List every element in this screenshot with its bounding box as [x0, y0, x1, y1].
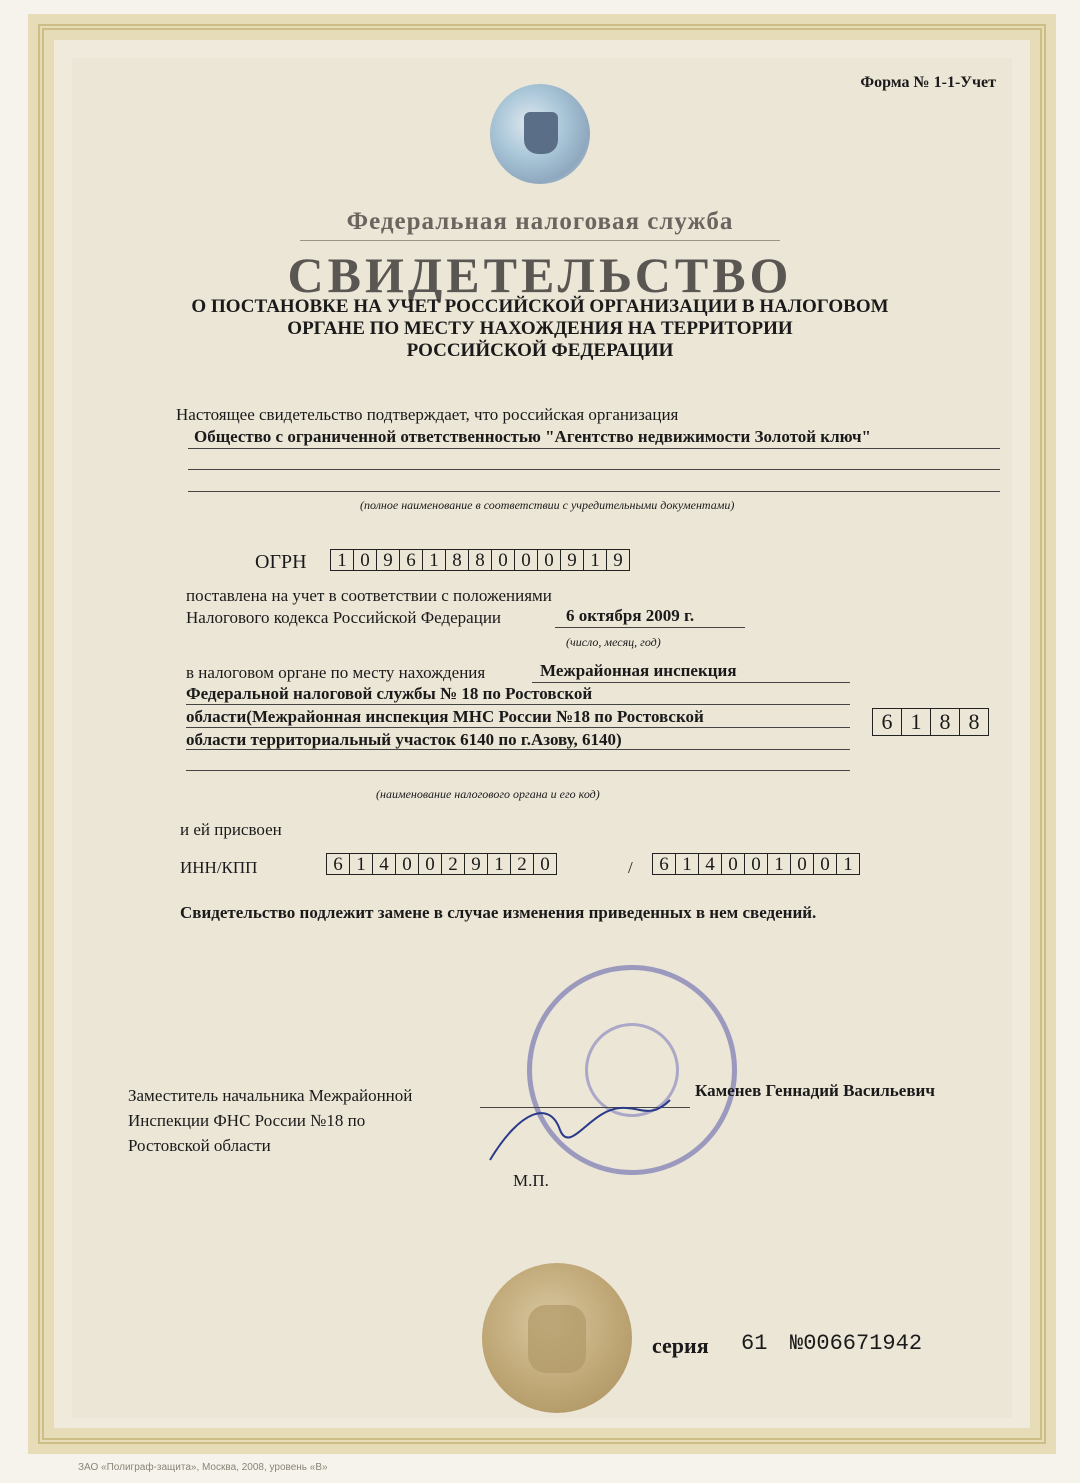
ogrn-digit: 0 [354, 550, 377, 570]
subtitle-line: РОССИЙСКОЙ ФЕДЕРАЦИИ [406, 340, 674, 361]
ogrn-digit: 0 [538, 550, 561, 570]
document-title: СВИДЕТЕЛЬСТВО [287, 247, 793, 303]
inn-boxes [326, 853, 557, 875]
seal-eagle-icon [528, 1305, 586, 1373]
inn-digit: 4 [373, 854, 396, 874]
inn-digit: 9 [465, 854, 488, 874]
registration-text-1: поставлена на учет в соответствии с положениями [186, 586, 552, 605]
ogrn-digit: 9 [613, 550, 623, 571]
authority-line: области(Межрайонная инспекция МНС России №18 по Ростовской [186, 707, 704, 726]
authority-underline [186, 770, 850, 771]
inn-digit: 2 [442, 854, 465, 874]
date-underline [555, 627, 745, 628]
certificate-number: №006671942 [790, 1331, 923, 1356]
official-name: Каменев Геннадий Васильевич [695, 1081, 935, 1100]
series-value: 61 [741, 1331, 768, 1356]
date-note: (число, месяц, год) [566, 635, 661, 649]
authority-label: в налоговом органе по месту нахождения [186, 663, 486, 682]
agency-underline [300, 240, 780, 241]
ogrn-digit: 1 [331, 550, 354, 570]
kpp-digit: 1 [768, 854, 791, 874]
subtitle-line: О ПОСТАНОВКЕ НА УЧЕТ РОССИЙСКОЙ ОРГАНИЗАЦИИ В НАЛОГОВОМ [191, 296, 889, 317]
org-name-note: (полное наименование в соответствии с учредительными документами) [360, 498, 735, 512]
registration-date: 6 октября 2009 г. [566, 606, 695, 625]
authority-code-digit: 8 [931, 709, 960, 735]
replacement-notice: Свидетельство подлежит замене в случае изменения приведенных в нем сведений. [180, 903, 817, 922]
handwritten-signature [480, 1090, 680, 1170]
eagle-emblem-icon [524, 112, 558, 154]
subtitle-line: ОРГАНЕ ПО МЕСТУ НАХОЖДЕНИЯ НА ТЕРРИТОРИИ [287, 318, 793, 339]
inn-kpp-separator: / [628, 858, 633, 877]
authority-note: (наименование налогового органа и его код) [376, 787, 600, 801]
inn-digit: 1 [350, 854, 373, 874]
inn-digit: 0 [540, 854, 550, 875]
kpp-digit: 1 [676, 854, 699, 874]
authority-code-digit: 1 [902, 709, 931, 735]
inn-digit: 6 [327, 854, 350, 874]
ogrn-digit: 6 [400, 550, 423, 570]
authority-code-digit: 8 [968, 709, 980, 734]
assigned-label: и ей присвоен [180, 820, 282, 839]
printer-footer: ЗАО «Полиграф-защита», Москва, 2008, уровень «В» [78, 1462, 328, 1473]
official-title-line: Заместитель начальника Межрайонной [128, 1086, 413, 1105]
ogrn-digit: 1 [423, 550, 446, 570]
authority-line: области территориальный участок 6140 по г.Азову, 6140) [186, 730, 622, 749]
official-title-line: Инспекции ФНС России №18 по [128, 1111, 366, 1130]
authority-underline [186, 704, 850, 705]
ogrn-boxes [330, 549, 630, 571]
authority-line: Межрайонная инспекция [540, 661, 737, 680]
org-name-underline [188, 448, 1000, 449]
authority-code-digit: 6 [873, 709, 902, 735]
kpp-boxes [652, 853, 860, 875]
form-number: Форма № 1-1-Учет [860, 74, 996, 91]
authority-underline [186, 749, 850, 750]
ogrn-digit: 8 [446, 550, 469, 570]
kpp-digit: 0 [722, 854, 745, 874]
inn-digit: 0 [419, 854, 442, 874]
ogrn-digit: 9 [377, 550, 400, 570]
ogrn-digit: 0 [492, 550, 515, 570]
kpp-digit: 0 [745, 854, 768, 874]
authority-code-boxes [872, 708, 989, 736]
official-title-line: Ростовской области [128, 1136, 271, 1155]
kpp-digit: 0 [814, 854, 837, 874]
authority-underline [532, 682, 850, 683]
org-name-underline [188, 491, 1000, 492]
kpp-digit: 0 [791, 854, 814, 874]
kpp-digit: 4 [699, 854, 722, 874]
ogrn-digit: 1 [584, 550, 607, 570]
inn-digit: 2 [511, 854, 534, 874]
authority-line: Федеральной налоговой службы № 18 по Ростовской [186, 684, 593, 703]
stamp-place-label: М.П. [513, 1171, 549, 1190]
registration-text-2: Налогового кодекса Российской Федерации [186, 608, 502, 627]
ogrn-digit: 8 [469, 550, 492, 570]
kpp-digit: 6 [653, 854, 676, 874]
kpp-digit: 1 [843, 854, 853, 875]
ogrn-digit: 9 [561, 550, 584, 570]
intro-text: Настоящее свидетельство подтверждает, что российская организация [176, 405, 679, 424]
authority-underline [186, 727, 850, 728]
official-title [128, 1083, 412, 1158]
ogrn-digit: 0 [515, 550, 538, 570]
inn-digit: 1 [488, 854, 511, 874]
document-subtitle [150, 296, 930, 362]
agency-name: Федеральная налоговая служба [346, 208, 734, 235]
series-label: серия [652, 1333, 709, 1358]
ogrn-label: ОГРН [255, 551, 307, 573]
organization-name: Общество с ограниченной ответственностью "Агентство недвижимости Золотой ключ" [194, 427, 871, 446]
inn-kpp-label: ИНН/КПП [180, 858, 258, 877]
org-name-underline [188, 469, 1000, 470]
inn-digit: 0 [396, 854, 419, 874]
